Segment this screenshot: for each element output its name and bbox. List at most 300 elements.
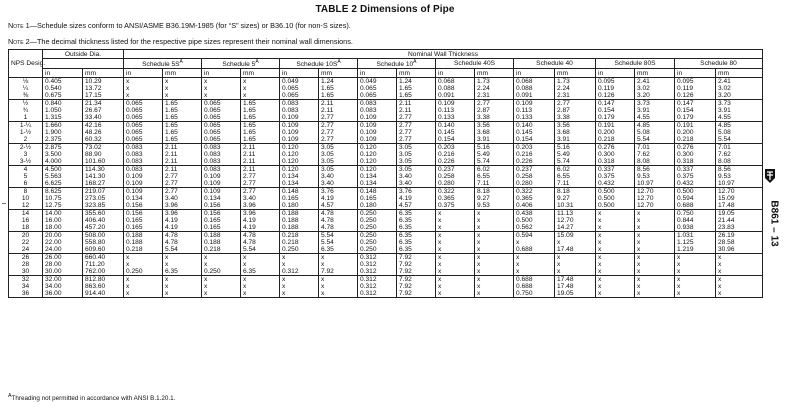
- value-cell: 12.70: [635, 195, 675, 202]
- value-cell: 0.500: [514, 217, 555, 224]
- unit-in: in: [514, 69, 555, 78]
- value-cell: x: [635, 217, 675, 224]
- value-cell: 1.24: [397, 78, 436, 86]
- value-cell: 0.337: [596, 166, 635, 174]
- value-cell: 5.49: [555, 151, 596, 158]
- value-cell: x: [436, 217, 475, 224]
- value-cell: 0.375: [675, 173, 716, 180]
- value-cell: 0.218: [202, 246, 241, 254]
- value-cell: 0.133: [436, 114, 475, 122]
- value-cell: 10.29: [83, 78, 124, 86]
- value-cell: 0.083: [202, 166, 241, 174]
- value-cell: 6.35: [397, 224, 436, 232]
- value-cell: x: [475, 232, 514, 240]
- unit-mm: mm: [163, 69, 202, 78]
- value-cell: 2.41: [635, 78, 675, 86]
- value-cell: 18.00: [43, 224, 83, 232]
- value-cell: 0.083: [124, 166, 163, 174]
- value-cell: 0.300: [596, 151, 635, 158]
- value-cell: 0.145: [436, 129, 475, 136]
- value-cell: 0.280: [436, 180, 475, 188]
- value-cell: x: [124, 92, 163, 100]
- value-cell: 0.375: [596, 173, 635, 180]
- value-cell: 2.77: [397, 114, 436, 122]
- value-cell: 3.96: [163, 210, 202, 218]
- schedule-header: [514, 59, 596, 69]
- table-row: [9, 246, 763, 254]
- value-cell: 0.119: [596, 85, 635, 92]
- value-cell: 812.80: [83, 276, 124, 284]
- value-cell: 2.77: [163, 180, 202, 188]
- value-cell: 7.11: [555, 180, 596, 188]
- value-cell: 0.562: [514, 224, 555, 232]
- table-row: [9, 239, 763, 246]
- value-cell: 0.083: [358, 107, 397, 114]
- unit-mm: mm: [475, 69, 514, 78]
- value-cell: 0.180: [280, 202, 319, 210]
- value-cell: x: [635, 276, 675, 284]
- value-cell: 10.97: [635, 180, 675, 188]
- value-cell: 0.844: [675, 217, 716, 224]
- value-cell: 1.65: [319, 92, 358, 100]
- table-row: [9, 232, 763, 240]
- value-cell: x: [319, 261, 358, 268]
- value-cell: x: [241, 254, 280, 262]
- nps-cell: 14: [9, 210, 43, 218]
- nps-cell: 22: [9, 239, 43, 246]
- value-cell: 3.05: [319, 158, 358, 166]
- value-cell: 4.78: [163, 232, 202, 240]
- unit-mm: mm: [635, 69, 675, 78]
- value-cell: x: [716, 283, 763, 290]
- value-cell: 2.11: [319, 100, 358, 108]
- value-cell: 0.109: [280, 114, 319, 122]
- value-cell: 0.406: [514, 202, 555, 210]
- value-cell: 3.96: [163, 202, 202, 210]
- value-cell: 32.00: [43, 276, 83, 284]
- value-cell: 0.109: [202, 188, 241, 196]
- value-cell: x: [635, 290, 675, 298]
- value-cell: x: [241, 92, 280, 100]
- value-cell: 0.113: [514, 107, 555, 114]
- table-row: [9, 151, 763, 158]
- value-cell: 10.31: [555, 202, 596, 210]
- value-cell: x: [475, 268, 514, 276]
- value-cell: x: [280, 276, 319, 284]
- value-cell: 0.109: [358, 114, 397, 122]
- schedule-header: [675, 59, 763, 69]
- value-cell: 0.750: [675, 210, 716, 218]
- value-cell: 0.337: [675, 166, 716, 174]
- value-cell: 0.134: [358, 173, 397, 180]
- value-cell: 28.58: [716, 239, 763, 246]
- value-cell: 6.55: [475, 173, 514, 180]
- value-cell: x: [436, 290, 475, 298]
- value-cell: 0.083: [280, 107, 319, 114]
- value-cell: 30.00: [43, 268, 83, 276]
- value-cell: x: [596, 217, 635, 224]
- value-cell: 3.68: [555, 129, 596, 136]
- value-cell: 1.65: [241, 136, 280, 144]
- value-cell: 17.48: [555, 283, 596, 290]
- table-row: [9, 180, 763, 188]
- value-cell: 5.54: [635, 136, 675, 144]
- value-cell: 19.05: [555, 290, 596, 298]
- value-cell: 0.120: [358, 166, 397, 174]
- nps-cell: 1-¼: [9, 122, 43, 130]
- value-cell: 0.154: [436, 136, 475, 144]
- value-cell: 3.73: [635, 100, 675, 108]
- value-cell: 2.11: [163, 158, 202, 166]
- value-cell: x: [163, 92, 202, 100]
- value-cell: 26.67: [83, 107, 124, 114]
- unit-in: in: [202, 69, 241, 78]
- value-cell: 323.85: [83, 202, 124, 210]
- value-cell: 4.78: [241, 239, 280, 246]
- value-cell: x: [675, 290, 716, 298]
- value-cell: 7.01: [635, 144, 675, 152]
- unit-in: in: [596, 69, 635, 78]
- value-cell: 21.34: [83, 100, 124, 108]
- value-cell: x: [596, 261, 635, 268]
- value-cell: 1.65: [163, 107, 202, 114]
- value-cell: 273.05: [83, 195, 124, 202]
- value-cell: 1.65: [241, 129, 280, 136]
- value-cell: 8.08: [635, 158, 675, 166]
- value-cell: 0.250: [358, 246, 397, 254]
- value-cell: 0.065: [202, 129, 241, 136]
- value-cell: 7.92: [397, 290, 436, 298]
- value-cell: 0.276: [675, 144, 716, 152]
- value-cell: 0.280: [514, 180, 555, 188]
- value-cell: 1.900: [43, 129, 83, 136]
- value-cell: 7.92: [397, 283, 436, 290]
- value-cell: 0.065: [124, 122, 163, 130]
- value-cell: 0.365: [514, 195, 555, 202]
- value-cell: 4.85: [635, 122, 675, 130]
- value-cell: 11.13: [555, 210, 596, 218]
- value-cell: 5.563: [43, 173, 83, 180]
- value-cell: 0.312: [358, 290, 397, 298]
- value-cell: 0.109: [202, 173, 241, 180]
- value-cell: 3.40: [319, 180, 358, 188]
- value-cell: 0.250: [280, 246, 319, 254]
- value-cell: 3.05: [397, 144, 436, 152]
- unit-mm: mm: [397, 69, 436, 78]
- value-cell: 3.40: [241, 195, 280, 202]
- value-cell: 3.68: [475, 129, 514, 136]
- value-cell: 6.35: [397, 210, 436, 218]
- value-cell: 0.218: [675, 136, 716, 144]
- value-cell: x: [596, 246, 635, 254]
- value-cell: 4.000: [43, 158, 83, 166]
- value-cell: 0.109: [124, 188, 163, 196]
- value-cell: 88.90: [83, 151, 124, 158]
- value-cell: 0.065: [280, 92, 319, 100]
- value-cell: x: [596, 254, 635, 262]
- nps-cell: 3-½: [9, 158, 43, 166]
- value-cell: 21.44: [716, 217, 763, 224]
- value-cell: 2.11: [241, 166, 280, 174]
- value-cell: 1.031: [675, 232, 716, 240]
- value-cell: 1.73: [475, 78, 514, 86]
- nps-cell: 16: [9, 217, 43, 224]
- value-cell: 2.77: [555, 100, 596, 108]
- value-cell: 609.60: [83, 246, 124, 254]
- value-cell: 8.56: [716, 166, 763, 174]
- value-cell: 2.41: [716, 78, 763, 86]
- outside-dia-spacer: [43, 59, 124, 69]
- value-cell: x: [124, 276, 163, 284]
- value-cell: 6.35: [163, 268, 202, 276]
- value-cell: 3.05: [397, 166, 436, 174]
- table-row: [9, 290, 763, 298]
- value-cell: 23.83: [716, 224, 763, 232]
- unit-in: in: [280, 69, 319, 78]
- value-cell: 0.938: [675, 224, 716, 232]
- value-cell: x: [436, 261, 475, 268]
- value-cell: 0.688: [514, 283, 555, 290]
- table-row: [9, 166, 763, 174]
- table-row: [9, 129, 763, 136]
- value-cell: 0.688: [514, 246, 555, 254]
- value-cell: 48.26: [83, 129, 124, 136]
- nps-cell: 10: [9, 195, 43, 202]
- value-cell: 3.38: [555, 114, 596, 122]
- value-cell: 0.109: [124, 173, 163, 180]
- value-cell: x: [675, 276, 716, 284]
- value-cell: 0.312: [358, 254, 397, 262]
- note-1-label: Note 1: [8, 21, 30, 30]
- nps-cell: ¼: [9, 85, 43, 92]
- value-cell: x: [124, 254, 163, 262]
- value-cell: 3.05: [397, 158, 436, 166]
- value-cell: 0.109: [280, 129, 319, 136]
- value-cell: x: [280, 283, 319, 290]
- schedule-header: [124, 59, 202, 69]
- value-cell: 0.126: [675, 92, 716, 100]
- value-cell: 3.96: [241, 202, 280, 210]
- value-cell: 1.65: [397, 92, 436, 100]
- table-row: [9, 202, 763, 210]
- value-cell: 3.91: [716, 107, 763, 114]
- table-row: [9, 283, 763, 290]
- value-cell: x: [716, 268, 763, 276]
- value-cell: 0.113: [436, 107, 475, 114]
- value-cell: 13.72: [83, 85, 124, 92]
- value-cell: 6.35: [397, 246, 436, 254]
- value-cell: 141.30: [83, 173, 124, 180]
- value-cell: 5.54: [319, 239, 358, 246]
- table-row: [9, 224, 763, 232]
- value-cell: 0.165: [202, 217, 241, 224]
- value-cell: 4.78: [319, 217, 358, 224]
- value-cell: 0.095: [596, 78, 635, 86]
- value-cell: 7.92: [397, 261, 436, 268]
- value-cell: 73.02: [83, 144, 124, 152]
- value-cell: 0.156: [124, 202, 163, 210]
- value-cell: x: [475, 261, 514, 268]
- value-cell: 0.109: [358, 136, 397, 144]
- value-cell: 0.109: [202, 180, 241, 188]
- value-cell: 22.00: [43, 239, 83, 246]
- value-cell: 114.30: [83, 166, 124, 174]
- value-cell: 4.78: [241, 232, 280, 240]
- value-cell: 2.77: [319, 129, 358, 136]
- value-cell: 0.188: [280, 217, 319, 224]
- value-cell: 0.200: [596, 129, 635, 136]
- value-cell: 0.365: [436, 195, 475, 202]
- table-row: [9, 217, 763, 224]
- nps-cell: 1: [9, 114, 43, 122]
- value-cell: 3.02: [635, 85, 675, 92]
- value-cell: 4.85: [716, 122, 763, 130]
- value-cell: 9.27: [475, 195, 514, 202]
- value-cell: 0.218: [280, 232, 319, 240]
- value-cell: 3.96: [241, 210, 280, 218]
- value-cell: 3.05: [319, 166, 358, 174]
- value-cell: 17.48: [555, 246, 596, 254]
- value-cell: x: [124, 290, 163, 298]
- value-cell: 3.76: [319, 188, 358, 196]
- nps-cell: 34: [9, 283, 43, 290]
- schedule-name: Schedule 5S: [142, 61, 180, 69]
- value-cell: 4.78: [319, 210, 358, 218]
- value-cell: x: [514, 254, 555, 262]
- value-cell: 6.35: [319, 246, 358, 254]
- value-cell: 1.315: [43, 114, 83, 122]
- value-cell: 0.119: [675, 85, 716, 92]
- value-cell: 30.96: [716, 246, 763, 254]
- value-cell: 0.109: [280, 122, 319, 130]
- unit-mm: mm: [241, 69, 280, 78]
- value-cell: 4.19: [163, 224, 202, 232]
- value-cell: 0.120: [358, 144, 397, 152]
- value-cell: 0.165: [280, 195, 319, 202]
- value-cell: 1.24: [319, 78, 358, 86]
- value-cell: 0.140: [436, 122, 475, 130]
- value-cell: 0.083: [280, 100, 319, 108]
- value-cell: 1.65: [163, 100, 202, 108]
- value-cell: x: [475, 290, 514, 298]
- value-cell: 1.660: [43, 122, 83, 130]
- value-cell: 0.148: [280, 188, 319, 196]
- value-cell: 1.65: [163, 122, 202, 130]
- value-cell: x: [596, 283, 635, 290]
- value-cell: x: [596, 239, 635, 246]
- value-cell: 1.65: [241, 100, 280, 108]
- value-cell: x: [124, 283, 163, 290]
- value-cell: 0.237: [514, 166, 555, 174]
- value-cell: x: [596, 232, 635, 240]
- value-cell: 3.500: [43, 151, 83, 158]
- value-cell: 1.050: [43, 107, 83, 114]
- value-cell: x: [202, 283, 241, 290]
- value-cell: 1.65: [163, 114, 202, 122]
- value-cell: 0.147: [596, 100, 635, 108]
- value-cell: x: [635, 283, 675, 290]
- table-row: [9, 144, 763, 152]
- value-cell: x: [202, 78, 241, 86]
- side-designation: [759, 168, 787, 280]
- value-cell: x: [635, 268, 675, 276]
- value-cell: 1.65: [163, 129, 202, 136]
- value-cell: 4.19: [319, 195, 358, 202]
- value-cell: 0.203: [436, 144, 475, 152]
- nps-cell: 4: [9, 166, 43, 174]
- value-cell: x: [319, 254, 358, 262]
- value-cell: 0.126: [596, 92, 635, 100]
- nps-cell: 5: [9, 173, 43, 180]
- value-cell: 60.32: [83, 136, 124, 144]
- unit-mm: mm: [83, 69, 124, 78]
- value-cell: 0.432: [596, 180, 635, 188]
- value-cell: 2.11: [397, 100, 436, 108]
- value-cell: 0.191: [596, 122, 635, 130]
- nps-cell: 28: [9, 261, 43, 268]
- value-cell: 12.70: [555, 217, 596, 224]
- value-cell: 12.70: [635, 202, 675, 210]
- unit-in: in: [43, 69, 83, 78]
- footnote-text: Threading not permitted in accordance with ANSI B.1.20.1.: [11, 395, 176, 403]
- nps-header: NPS Desig.: [9, 50, 43, 78]
- value-cell: 0.258: [436, 173, 475, 180]
- value-cell: 4.500: [43, 166, 83, 174]
- unit-mm: mm: [716, 69, 763, 78]
- value-cell: 42.16: [83, 122, 124, 130]
- value-cell: x: [163, 261, 202, 268]
- nps-cell: 1-½: [9, 129, 43, 136]
- nps-cell: 2-½: [9, 144, 43, 152]
- value-cell: x: [319, 283, 358, 290]
- value-cell: 0.500: [675, 188, 716, 196]
- table-row: [9, 85, 763, 92]
- value-cell: 4.78: [163, 239, 202, 246]
- nps-cell: ⅛: [9, 78, 43, 86]
- table-row: [9, 114, 763, 122]
- value-cell: 0.120: [358, 158, 397, 166]
- value-cell: 2.375: [43, 136, 83, 144]
- value-cell: 5.16: [475, 144, 514, 152]
- table-row: [9, 254, 763, 262]
- value-cell: 3.05: [397, 151, 436, 158]
- value-cell: 0.322: [514, 188, 555, 196]
- value-cell: 8.08: [716, 158, 763, 166]
- value-cell: 0.083: [202, 144, 241, 152]
- schedule-name: Schedule 10S: [296, 61, 338, 69]
- value-cell: x: [241, 78, 280, 86]
- value-cell: 0.065: [202, 122, 241, 130]
- value-cell: 19.05: [716, 210, 763, 218]
- nps-cell: 18: [9, 224, 43, 232]
- value-cell: 7.92: [397, 254, 436, 262]
- value-cell: 0.145: [514, 129, 555, 136]
- value-cell: 26.00: [43, 254, 83, 262]
- value-cell: 6.35: [397, 239, 436, 246]
- value-cell: 9.27: [555, 195, 596, 202]
- value-cell: 711.20: [83, 261, 124, 268]
- value-cell: 0.688: [675, 202, 716, 210]
- value-cell: 5.08: [635, 129, 675, 136]
- value-cell: 2.77: [319, 114, 358, 122]
- value-cell: 2.11: [163, 144, 202, 152]
- value-cell: 15.09: [716, 195, 763, 202]
- value-cell: 0.065: [202, 100, 241, 108]
- value-cell: 2.77: [241, 188, 280, 196]
- value-cell: 0.120: [280, 151, 319, 158]
- schedule-footnote-mark: A: [413, 59, 417, 65]
- value-cell: 4.55: [716, 114, 763, 122]
